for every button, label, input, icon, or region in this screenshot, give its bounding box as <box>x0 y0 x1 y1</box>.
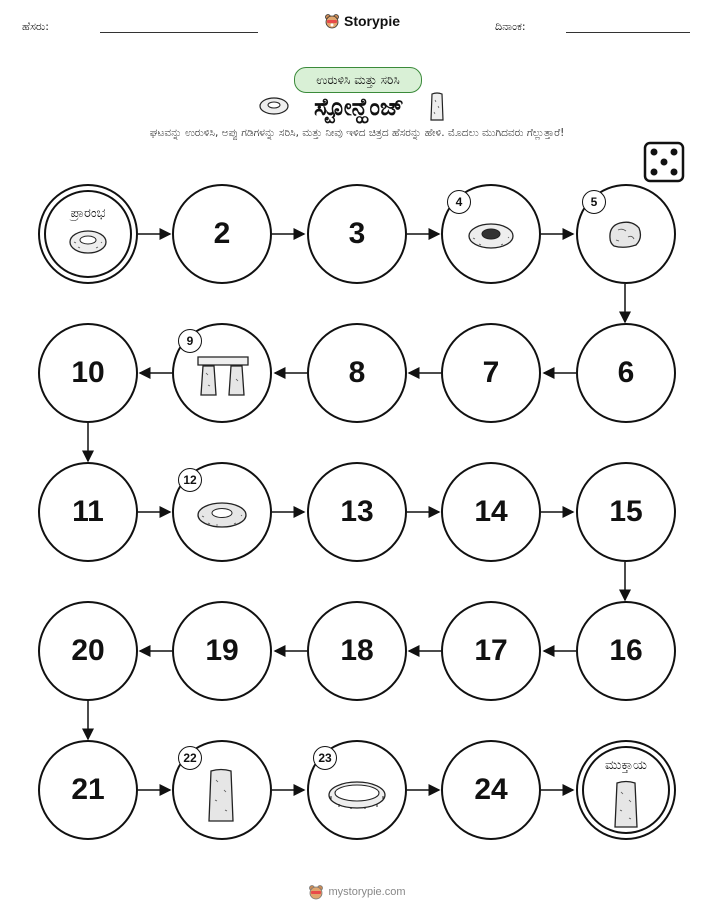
square-17[interactable] <box>441 601 541 701</box>
brand-name: Storypie <box>344 13 401 29</box>
stone-ring-icon <box>68 228 108 256</box>
square-number: 10 <box>38 323 138 423</box>
square-number: 13 <box>307 462 407 562</box>
square-18[interactable] <box>307 601 407 701</box>
bear-mascot-icon <box>308 884 324 900</box>
square-12[interactable] <box>172 462 272 562</box>
square-number: 6 <box>576 323 676 423</box>
square-number: 7 <box>441 323 541 423</box>
square-number: 2 <box>172 184 272 284</box>
start-label: ಪ್ರಾರಂಭ <box>70 206 106 221</box>
standing-stone-icon <box>206 768 236 824</box>
square-10[interactable] <box>38 323 138 423</box>
square-number-badge: 5 <box>582 190 606 214</box>
square-number: 19 <box>172 601 272 701</box>
start-square[interactable] <box>38 184 138 284</box>
square-3[interactable] <box>307 184 407 284</box>
finish-square[interactable] <box>576 740 676 840</box>
square-number-badge: 23 <box>313 746 337 770</box>
square-15[interactable] <box>576 462 676 562</box>
square-number: 20 <box>38 601 138 701</box>
square-8[interactable] <box>307 323 407 423</box>
square-21[interactable] <box>38 740 138 840</box>
name-label: ಹೆಸರು: <box>22 20 49 33</box>
square-number: 16 <box>576 601 676 701</box>
square-number: 8 <box>307 323 407 423</box>
square-number: 17 <box>441 601 541 701</box>
square-6[interactable] <box>576 323 676 423</box>
square-13[interactable] <box>307 462 407 562</box>
square-9[interactable] <box>172 323 272 423</box>
page-title: ಸ್ಟೋನ್ಹೆಂಜ್ <box>314 93 404 121</box>
square-number: 18 <box>307 601 407 701</box>
boulder-icon <box>606 218 644 250</box>
trilithon-icon <box>196 353 250 397</box>
square-14[interactable] <box>441 462 541 562</box>
game-type-pill: ಉರುಳಿಸಿ ಮತ್ತು ಸರಿಸಿ <box>294 67 422 93</box>
square-number-badge: 12 <box>178 468 202 492</box>
square-number-badge: 4 <box>447 190 471 214</box>
footer <box>0 884 714 900</box>
footer-url[interactable]: mystorypie.com <box>328 886 406 898</box>
square-5[interactable] <box>576 184 676 284</box>
finish-label: ಮುಕ್ತಾಯ <box>605 758 647 773</box>
stone-ring-hole-icon <box>467 220 515 250</box>
square-number: 11 <box>38 462 138 562</box>
square-7[interactable] <box>441 323 541 423</box>
square-11[interactable] <box>38 462 138 562</box>
square-24[interactable] <box>441 740 541 840</box>
square-number-badge: 9 <box>178 329 202 353</box>
instructions: ಘಟವನ್ನು ಉರುಳಿಸಿ, ಅಪ್ಪು ಗಡಿಗಳನ್ನು ಸರಿಸಿ, ಮತ್ತು ನೀವು ಇಳಿದ ಚಿತ್ರದ ಹೆಸರನ್ನು ಹೇಳಿ. ಮೊದಲು ಮುಗಿದವರು ಗೆಲ್ಲುತ್ತಾರೆ! <box>149 127 565 139</box>
stone-ring-icon <box>196 500 248 530</box>
square-4[interactable] <box>441 184 541 284</box>
square-19[interactable] <box>172 601 272 701</box>
square-2[interactable] <box>172 184 272 284</box>
date-label: ದಿನಾಂಕ: <box>495 20 526 33</box>
square-number: 3 <box>307 184 407 284</box>
square-23[interactable] <box>307 740 407 840</box>
stone-circle-icon <box>327 778 387 810</box>
standing-stone-icon <box>612 780 640 830</box>
square-22[interactable] <box>172 740 272 840</box>
square-number: 14 <box>441 462 541 562</box>
square-number: 24 <box>441 740 541 840</box>
square-number: 21 <box>38 740 138 840</box>
square-16[interactable] <box>576 601 676 701</box>
square-number: 15 <box>576 462 676 562</box>
square-20[interactable] <box>38 601 138 701</box>
square-number-badge: 22 <box>178 746 202 770</box>
